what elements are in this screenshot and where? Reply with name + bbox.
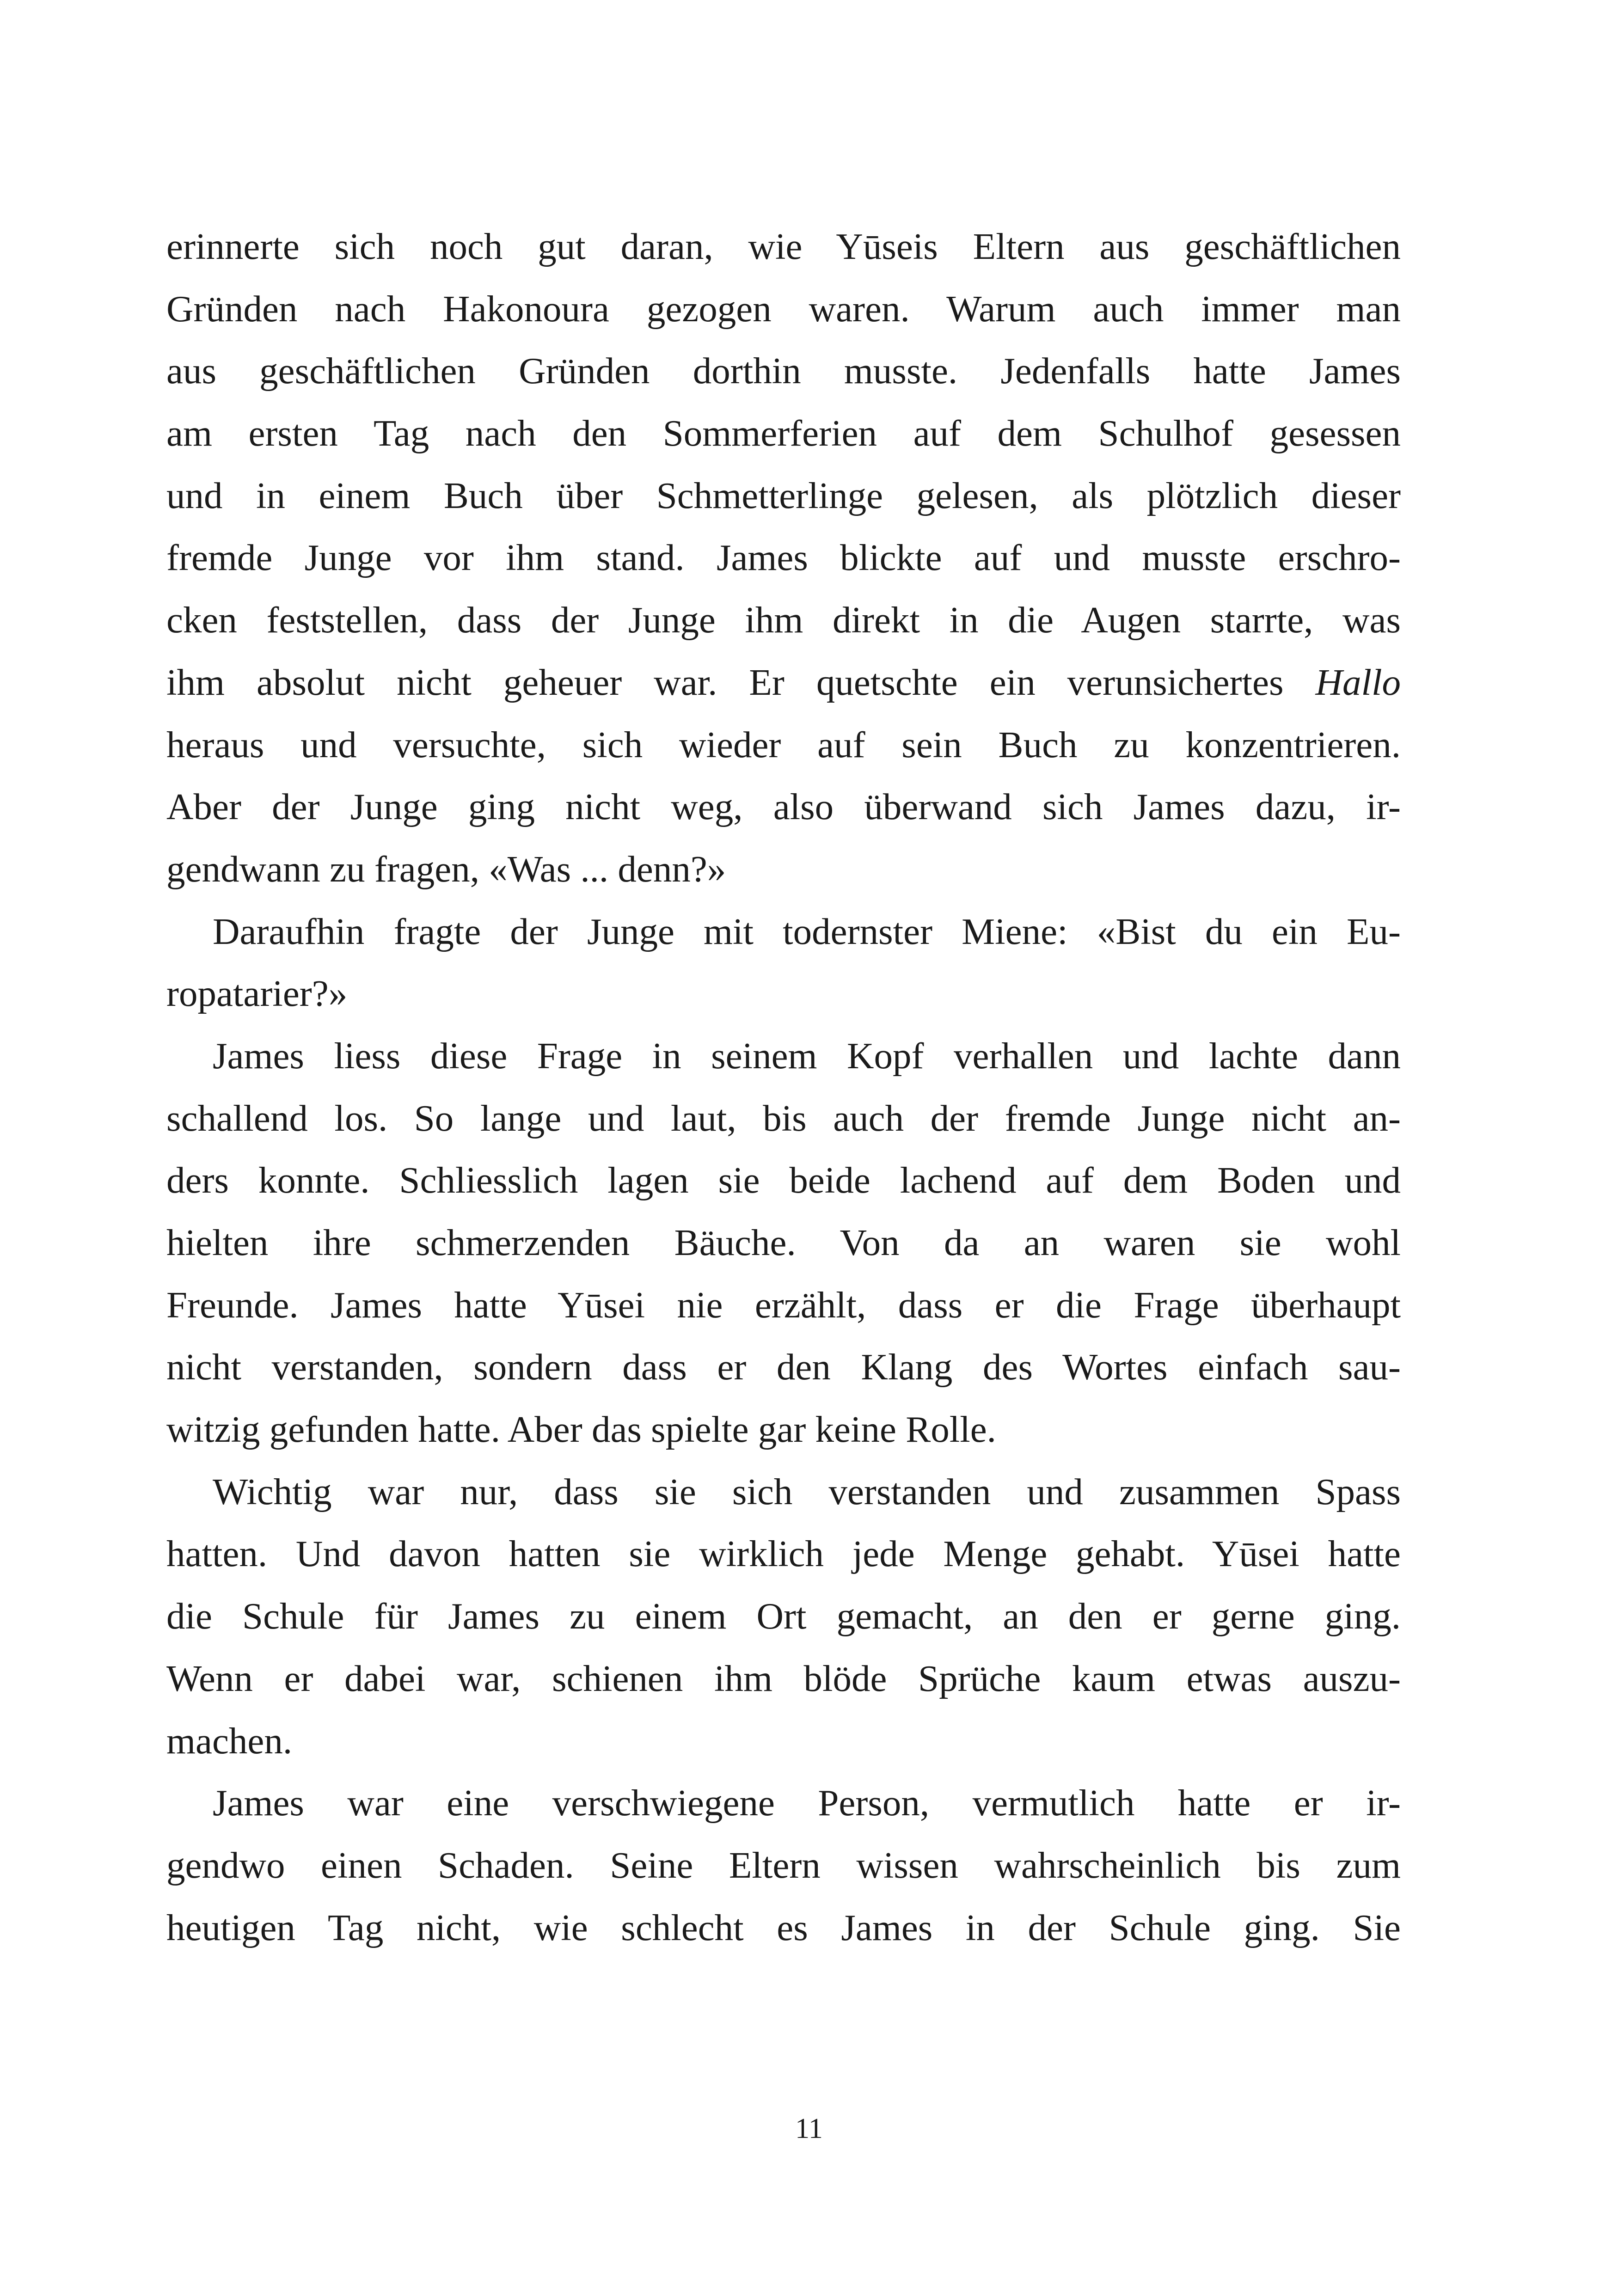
text-line	[166, 838, 1401, 900]
text-segment: ders konnte. Schliesslich lagen sie beide lachend auf dem Boden und	[166, 1159, 1401, 1201]
text-line	[166, 1336, 1401, 1398]
text-line	[166, 1772, 1401, 1834]
text-segment: die Schule für James zu einem Ort gemacht, an den er gerne ging.	[166, 1595, 1401, 1637]
text-segment: Freunde. James hatte Yūsei nie erzählt, dass er die Frage überhaupt	[166, 1284, 1401, 1326]
text-segment: Gründen nach Hakonoura gezogen waren. Warum auch immer man	[166, 288, 1401, 330]
text-segment: schallend los. So lange und laut, bis auch der fremde Junge nicht an-	[166, 1097, 1401, 1139]
text-segment: gendwann zu fragen, «Was ... denn?»	[166, 848, 726, 890]
italic-text: Hallo	[1315, 661, 1401, 703]
text-line	[166, 1834, 1401, 1897]
text-segment: gendwo einen Schaden. Seine Eltern wissen wahrscheinlich bis zum	[166, 1844, 1401, 1886]
text-line	[166, 527, 1401, 589]
text-line	[166, 1149, 1401, 1212]
text-segment: aus geschäftlichen Gründen dorthin musste. Jedenfalls hatte James	[166, 350, 1401, 392]
text-segment: witzig gefunden hatte. Aber das spielte gar keine Rolle.	[166, 1408, 996, 1451]
text-line	[166, 1647, 1401, 1710]
text-segment: Wichtig war nur, dass sie sich verstanden und zusammen Spass	[213, 1470, 1401, 1512]
page-number: 11	[795, 2113, 823, 2144]
text-line	[166, 651, 1401, 714]
text-segment: machen.	[166, 1720, 293, 1762]
text-line	[166, 1585, 1401, 1647]
text-line	[166, 900, 1401, 963]
text-line	[166, 1710, 1401, 1772]
text-line	[166, 1523, 1401, 1585]
text-line	[166, 1212, 1401, 1274]
text-segment: fremde Junge vor ihm stand. James blickte auf und musste erschro-	[166, 537, 1401, 579]
text-line	[166, 962, 1401, 1025]
text-segment: ihm absolut nicht geheuer war. Er quetschte ein verunsichertes	[166, 661, 1316, 703]
text-segment: hatten. Und davon hatten sie wirklich jede Menge gehabt. Yūsei hatte	[166, 1533, 1401, 1575]
text-line	[166, 340, 1401, 402]
text-line	[166, 1461, 1401, 1523]
text-segment: James liess diese Frage in seinem Kopf verhallen und lachte dann	[213, 1035, 1401, 1077]
text-segment: Daraufhin fragte der Junge mit todernster Miene: «Bist du ein Eu-	[213, 910, 1401, 952]
text-segment: heraus und versuchte, sich wieder auf sein Buch zu konzentrieren.	[166, 723, 1401, 765]
text-segment: nicht verstanden, sondern dass er den Klang des Wortes einfach sau-	[166, 1346, 1401, 1388]
text-segment: und in einem Buch über Schmetterlinge gelesen, als plötzlich dieser	[166, 474, 1401, 516]
text-segment: heutigen Tag nicht, wie schlecht es James in der Schule ging. Sie	[166, 1906, 1401, 1948]
text-segment: Aber der Junge ging nicht weg, also überwand sich James dazu, ir-	[166, 786, 1401, 828]
text-line	[166, 714, 1401, 776]
text-line	[166, 1398, 1401, 1461]
text-segment: cken feststellen, dass der Junge ihm direkt in die Augen starrte, was	[166, 599, 1401, 641]
text-line	[166, 1897, 1401, 1959]
text-segment: James war eine verschwiegene Person, vermutlich hatte er ir-	[213, 1782, 1401, 1824]
text-line	[166, 278, 1401, 340]
text-line	[166, 1025, 1401, 1087]
text-segment: hielten ihre schmerzenden Bäuche. Von da an waren sie wohl	[166, 1222, 1401, 1263]
text-line	[166, 1274, 1401, 1336]
text-segment: Wenn er dabei war, schienen ihm blöde Sprüche kaum etwas auszu-	[166, 1657, 1401, 1699]
text-line	[166, 1087, 1401, 1150]
text-segment: ropatarier?»	[166, 973, 348, 1015]
text-segment: erinnerte sich noch gut daran, wie Yūseis Eltern aus geschäftlichen	[166, 226, 1401, 267]
text-line	[166, 589, 1401, 651]
text-segment: am ersten Tag nach den Sommerferien auf dem Schulhof gesessen	[166, 412, 1401, 454]
text-line	[166, 402, 1401, 465]
text-line	[166, 776, 1401, 838]
text-line	[166, 215, 1401, 278]
text-line	[166, 465, 1401, 527]
body-text	[166, 215, 1401, 1959]
